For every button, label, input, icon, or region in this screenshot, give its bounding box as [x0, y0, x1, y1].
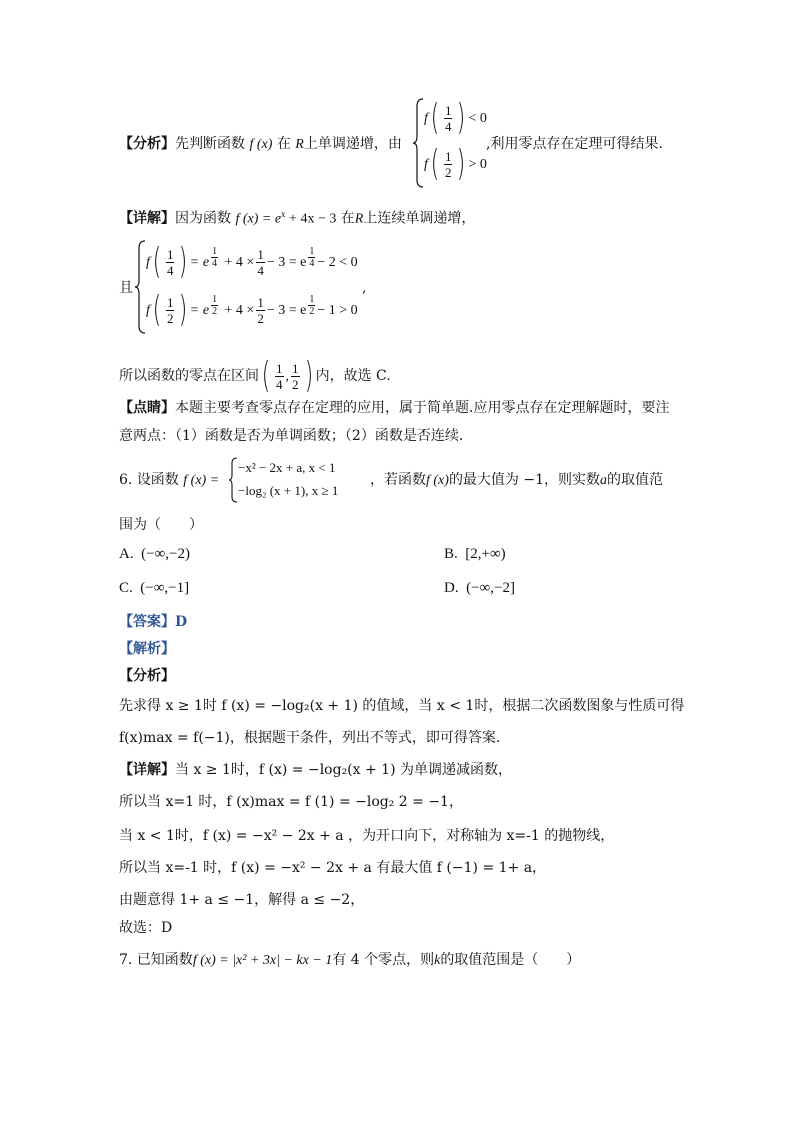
- analysis-cond1: f( $\frac{1}{4}$ ) < 0: [424, 97, 487, 138]
- analysis-cond2: f( $\frac{1}{2}$ ) > 0: [424, 143, 487, 184]
- detail-pre: 因为函数: [175, 210, 231, 227]
- q6-stem-rest: ，若函数f (x)的最大值为 −1，则实数a的取值范: [370, 472, 664, 488]
- analysis-text-pre: 先判断函数: [175, 136, 245, 152]
- analysis-mono: 上单调递增，由: [303, 136, 402, 152]
- analysis-brace: [412, 98, 424, 188]
- q6-answer: 【答案】D: [119, 614, 188, 630]
- detail-row2: f( $\frac{1}{2}$ ) = e $^{\frac{1}{2}}$ + 4 × $\frac{1}{2}$ − 3 = e $^{\frac{1}{2}}$ − 1 > 0: [146, 289, 358, 330]
- q6-fenxi-label: 【分析】: [119, 668, 175, 684]
- analysis-fx: f (x): [249, 137, 273, 152]
- q6-detail-line1: 【详解】当 x ≥ 1时，f (x) = −log₂(x + 1) 为单调递减函数，: [119, 762, 512, 778]
- q6-detail-line6: 故选：D: [119, 920, 173, 936]
- detail-conclusion: 所以函数的零点在区间( $\frac{1}{4}$ , $\frac{1}{2}$ ) 内，故选 C.: [119, 355, 391, 396]
- q6-fenxi-line2: f(x)max = f(−1)，根据题干条件，列出不等式，即可得答案.: [119, 730, 501, 746]
- detail-line1: 【详解】因为函数 f $(x) = e^x + 4x - 3$ 在R上连续单调递增，: [119, 209, 476, 227]
- q6-option-b[interactable]: B. [2,+∞): [444, 546, 506, 562]
- analysis-post: ,利用零点存在定理可得结果.: [486, 136, 663, 152]
- analysis-label: 【分析】: [119, 136, 175, 152]
- q6-option-c[interactable]: C. (−∞,−1]: [119, 580, 190, 596]
- detail-comma: ,: [362, 280, 367, 296]
- detail-and: 且: [119, 280, 133, 296]
- q6-stem: 6. 设函数 f (x) =: [119, 472, 220, 488]
- q6-fenxi-line1: 先求得 x ≥ 1时 f (x) = −log₂(x + 1) 的值域，当 x < 1时，根据二次函数图象与性质可得: [119, 698, 685, 714]
- q6-option-a[interactable]: A. (−∞,−2): [119, 546, 190, 562]
- comment-line2: 意两点：（1）函数是否为单调函数；（2）函数是否连续.: [119, 428, 464, 444]
- q6-detail-line3: 当 x < 1时，f (x) = −x² − 2x + a ，为开口向下，对称轴为 x=-1 的抛物线，: [119, 828, 615, 844]
- q6-brace: [228, 457, 238, 503]
- detail-label: 【详解】: [119, 210, 175, 227]
- q7-number: 7.: [119, 952, 133, 968]
- q6-detail-line4: 所以当 x=-1 时，f (x) = −x² − 2x + a 有最大值 f (−1) = 1+ a，: [119, 860, 547, 876]
- q6-option-d[interactable]: D. (−∞,−2]: [444, 580, 515, 596]
- q6-case1: −x² − 2x + a, x < 1: [238, 460, 336, 475]
- analysis-on: 在: [276, 136, 291, 152]
- detail-row1: f( $\frac{1}{4}$ ) = e $^{\frac{1}{4}}$ + 4 × $\frac{1}{4}$ − 3 = e $^{\frac{1}{4}}$ − 2 < 0: [146, 241, 358, 282]
- q6-jiexi: 【解析】: [119, 641, 175, 657]
- detail-brace: [134, 240, 146, 334]
- q6-detail-line2: 所以当 x=1 时，f (x)max = f (1) = −log₂ 2 = −1，: [119, 794, 463, 810]
- q6-case2: −log₂ (x + 1), x ≥ 1: [238, 483, 339, 498]
- analysis-line: [119, 134, 402, 155]
- q6-number: 6.: [119, 472, 133, 488]
- comment-line1: 【点睛】本题主要考查零点存在定理的应用，属于简单题.应用零点存在定理解题时，要注: [119, 400, 670, 416]
- q6-detail-line5: 由题意得 1+ a ≤ −1，解得 a ≤ −2，: [119, 892, 365, 908]
- detail-expr: f (x) = e: [235, 211, 282, 227]
- q6-stem-line2: 围为（ ）: [119, 517, 203, 533]
- analysis-R: R: [295, 137, 304, 152]
- q7-stem: 7. 已知函数f (x) = |x² + 3x| − kx − 1有 4 个零点，则k的取值范围是（ ）: [119, 952, 581, 968]
- comment-label: 【点睛】: [119, 400, 175, 416]
